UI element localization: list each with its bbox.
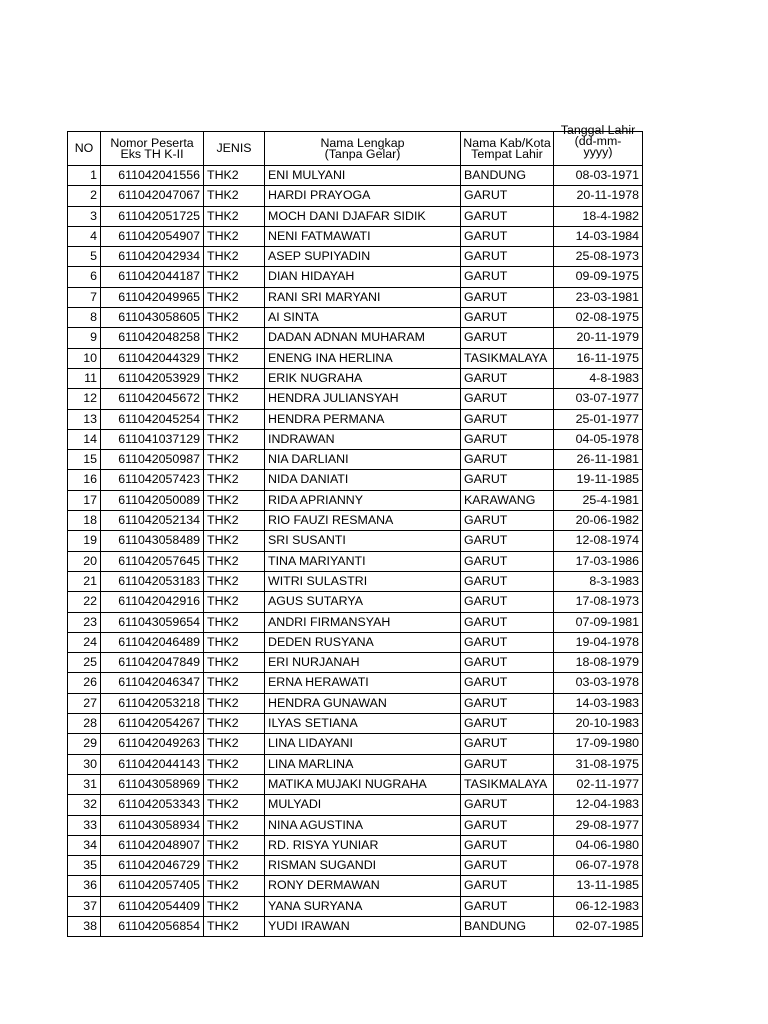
cell-nomor-peserta: 611041037129 [101,429,204,449]
table-row [68,815,643,835]
cell-kab-kota: GARUT [461,835,554,855]
cell-no: 4 [68,226,101,246]
cell-jenis: THK2 [204,348,265,368]
cell-no: 1 [68,166,101,186]
cell-nomor-peserta: 611042050987 [101,450,204,470]
cell-no: 10 [68,348,101,368]
cell-tanggal-lahir: 02-11-1977 [554,774,643,794]
cell-nama-lengkap: YANA SURYANA [265,896,461,916]
table-row [68,470,643,490]
header-no: NO [68,132,101,166]
cell-jenis: THK2 [204,450,265,470]
cell-tanggal-lahir: 13-11-1985 [554,876,643,896]
table-row [68,774,643,794]
cell-tanggal-lahir: 25-08-1973 [554,247,643,267]
cell-nomor-peserta: 611043058605 [101,308,204,328]
cell-kab-kota: GARUT [461,673,554,693]
cell-jenis: THK2 [204,551,265,571]
cell-no: 25 [68,653,101,673]
cell-kab-kota: GARUT [461,592,554,612]
cell-no: 13 [68,409,101,429]
cell-jenis: THK2 [204,612,265,632]
cell-tanggal-lahir: 12-04-1983 [554,795,643,815]
cell-tanggal-lahir: 20-11-1978 [554,186,643,206]
cell-tanggal-lahir: 25-01-1977 [554,409,643,429]
cell-nama-lengkap: RD. RISYA YUNIAR [265,835,461,855]
cell-no: 19 [68,531,101,551]
cell-no: 22 [68,592,101,612]
cell-nomor-peserta: 611043058489 [101,531,204,551]
cell-no: 31 [68,774,101,794]
header-jenis: JENIS [204,132,265,166]
cell-nomor-peserta: 611042044143 [101,754,204,774]
cell-tanggal-lahir: 20-10-1983 [554,714,643,734]
table-row [68,714,643,734]
cell-kab-kota: TASIKMALAYA [461,774,554,794]
header-kab-kota [461,132,554,166]
cell-no: 14 [68,429,101,449]
table-row [68,226,643,246]
table-row [68,389,643,409]
cell-nomor-peserta: 611042045672 [101,389,204,409]
cell-nama-lengkap: DEDEN RUSYANA [265,632,461,652]
cell-jenis: THK2 [204,470,265,490]
cell-jenis: THK2 [204,247,265,267]
cell-kab-kota: GARUT [461,612,554,632]
cell-nomor-peserta: 611042042934 [101,247,204,267]
cell-nama-lengkap: NIA DARLIANI [265,450,461,470]
cell-nama-lengkap: RANI SRI MARYANI [265,287,461,307]
cell-nomor-peserta: 611042045254 [101,409,204,429]
cell-no: 8 [68,308,101,328]
cell-nama-lengkap: DIAN HIDAYAH [265,267,461,287]
header-tanggal-line2: (dd-mm- [574,134,622,148]
cell-kab-kota: BANDUNG [461,916,554,936]
cell-tanggal-lahir: 17-03-1986 [554,551,643,571]
cell-nama-lengkap: ILYAS SETIANA [265,714,461,734]
cell-jenis: THK2 [204,409,265,429]
cell-tanggal-lahir: 18-4-1982 [554,206,643,226]
cell-tanggal-lahir: 06-07-1978 [554,856,643,876]
header-nomor-peserta [101,132,204,166]
cell-no: 6 [68,267,101,287]
cell-tanggal-lahir: 25-4-1981 [554,490,643,510]
cell-no: 26 [68,673,101,693]
cell-no: 7 [68,287,101,307]
table-row [68,429,643,449]
cell-kab-kota: GARUT [461,653,554,673]
cell-tanggal-lahir: 06-12-1983 [554,896,643,916]
cell-tanggal-lahir: 4-8-1983 [554,368,643,388]
header-row [68,132,643,166]
table-row [68,348,643,368]
cell-no: 18 [68,511,101,531]
cell-nomor-peserta: 611042046489 [101,632,204,652]
table-row [68,247,643,267]
cell-no: 15 [68,450,101,470]
cell-kab-kota: GARUT [461,876,554,896]
cell-tanggal-lahir: 08-03-1971 [554,166,643,186]
table-row [68,409,643,429]
cell-kab-kota: GARUT [461,470,554,490]
cell-jenis: THK2 [204,490,265,510]
cell-kab-kota: KARAWANG [461,490,554,510]
cell-nama-lengkap: YUDI IRAWAN [265,916,461,936]
table-row [68,653,643,673]
cell-jenis: THK2 [204,673,265,693]
cell-kab-kota: TASIKMALAYA [461,348,554,368]
table-row [68,450,643,470]
cell-nomor-peserta: 611042044187 [101,267,204,287]
cell-kab-kota: GARUT [461,632,554,652]
cell-tanggal-lahir: 18-08-1979 [554,653,643,673]
cell-kab-kota: GARUT [461,389,554,409]
cell-nama-lengkap: INDRAWAN [265,429,461,449]
cell-no: 27 [68,693,101,713]
cell-tanggal-lahir: 16-11-1975 [554,348,643,368]
cell-nama-lengkap: TINA MARIYANTI [265,551,461,571]
cell-kab-kota: GARUT [461,571,554,591]
table-row [68,267,643,287]
cell-no: 24 [68,632,101,652]
cell-nama-lengkap: WITRI SULASTRI [265,571,461,591]
cell-no: 20 [68,551,101,571]
cell-jenis: THK2 [204,916,265,936]
cell-nomor-peserta: 611042044329 [101,348,204,368]
header-nomor-line2: Eks TH K-II [120,146,184,161]
cell-no: 35 [68,856,101,876]
cell-kab-kota: GARUT [461,226,554,246]
cell-kab-kota: GARUT [461,308,554,328]
cell-no: 9 [68,328,101,348]
cell-tanggal-lahir: 14-03-1983 [554,693,643,713]
cell-kab-kota: GARUT [461,429,554,449]
cell-jenis: THK2 [204,693,265,713]
table-row [68,856,643,876]
cell-kab-kota: GARUT [461,551,554,571]
cell-nomor-peserta: 611042053183 [101,571,204,591]
cell-nomor-peserta: 611042050089 [101,490,204,510]
cell-tanggal-lahir: 8-3-1983 [554,571,643,591]
cell-jenis: THK2 [204,815,265,835]
cell-kab-kota: GARUT [461,368,554,388]
cell-tanggal-lahir: 04-06-1980 [554,835,643,855]
cell-jenis: THK2 [204,287,265,307]
cell-nomor-peserta: 611043058934 [101,815,204,835]
cell-kab-kota: GARUT [461,450,554,470]
cell-kab-kota: BANDUNG [461,166,554,186]
cell-no: 34 [68,835,101,855]
table-row [68,754,643,774]
cell-jenis: THK2 [204,531,265,551]
cell-jenis: THK2 [204,511,265,531]
cell-kab-kota: GARUT [461,409,554,429]
cell-nomor-peserta: 611042041556 [101,166,204,186]
cell-nomor-peserta: 611042054907 [101,226,204,246]
cell-nama-lengkap: RONY DERMAWAN [265,876,461,896]
cell-nomor-peserta: 611042057645 [101,551,204,571]
cell-nama-lengkap: NIDA DANIATI [265,470,461,490]
cell-jenis: THK2 [204,714,265,734]
table-row [68,835,643,855]
table-row [68,328,643,348]
cell-nama-lengkap: ERIK NUGRAHA [265,368,461,388]
cell-no: 21 [68,571,101,591]
cell-jenis: THK2 [204,328,265,348]
cell-tanggal-lahir: 20-06-1982 [554,511,643,531]
cell-nama-lengkap: MATIKA MUJAKI NUGRAHA [265,774,461,794]
cell-nomor-peserta: 611042056854 [101,916,204,936]
cell-nama-lengkap: ERNA HERAWATI [265,673,461,693]
cell-nomor-peserta: 611042049263 [101,734,204,754]
cell-nama-lengkap: HENDRA JULIANSYAH [265,389,461,409]
cell-tanggal-lahir: 31-08-1975 [554,754,643,774]
cell-jenis: THK2 [204,795,265,815]
cell-kab-kota: GARUT [461,815,554,835]
cell-nama-lengkap: MOCH DANI DJAFAR SIDIK [265,206,461,226]
cell-tanggal-lahir: 14-03-1984 [554,226,643,246]
cell-nama-lengkap: AI SINTA [265,308,461,328]
cell-no: 28 [68,714,101,734]
cell-kab-kota: GARUT [461,186,554,206]
cell-jenis: THK2 [204,754,265,774]
cell-no: 38 [68,916,101,936]
table-row [68,734,643,754]
cell-tanggal-lahir: 02-07-1985 [554,916,643,936]
cell-nomor-peserta: 611042052134 [101,511,204,531]
table-row [68,795,643,815]
table-row [68,876,643,896]
cell-jenis: THK2 [204,856,265,876]
cell-tanggal-lahir: 03-07-1977 [554,389,643,409]
cell-nama-lengkap: MULYADI [265,795,461,815]
header-tanggal-lahir [554,123,643,166]
cell-nomor-peserta: 611042057423 [101,470,204,490]
cell-jenis: THK2 [204,368,265,388]
cell-tanggal-lahir: 26-11-1981 [554,450,643,470]
cell-jenis: THK2 [204,896,265,916]
cell-nomor-peserta: 611042047849 [101,653,204,673]
cell-jenis: THK2 [204,653,265,673]
header-kab-line2: Tempat Lahir [471,146,543,161]
cell-nama-lengkap: DADAN ADNAN MUHARAM [265,328,461,348]
cell-nomor-peserta: 611043059654 [101,612,204,632]
cell-tanggal-lahir: 09-09-1975 [554,267,643,287]
cell-jenis: THK2 [204,206,265,226]
cell-kab-kota: GARUT [461,734,554,754]
cell-tanggal-lahir: 29-08-1977 [554,815,643,835]
cell-nomor-peserta: 611043058969 [101,774,204,794]
cell-nama-lengkap: NENI FATMAWATI [265,226,461,246]
cell-tanggal-lahir: 07-09-1981 [554,612,643,632]
table-row [68,287,643,307]
cell-nomor-peserta: 611042047067 [101,186,204,206]
table-row [68,308,643,328]
table-row [68,511,643,531]
table-row [68,531,643,551]
cell-jenis: THK2 [204,876,265,896]
cell-no: 33 [68,815,101,835]
cell-nama-lengkap: AGUS SUTARYA [265,592,461,612]
cell-tanggal-lahir: 17-08-1973 [554,592,643,612]
cell-nomor-peserta: 611042048907 [101,835,204,855]
cell-nama-lengkap: HENDRA PERMANA [265,409,461,429]
table-row [68,571,643,591]
cell-kab-kota: GARUT [461,247,554,267]
cell-kab-kota: GARUT [461,531,554,551]
cell-tanggal-lahir: 04-05-1978 [554,429,643,449]
table-row [68,166,643,186]
cell-tanggal-lahir: 03-03-1978 [554,673,643,693]
cell-no: 17 [68,490,101,510]
cell-nomor-peserta: 611042053929 [101,368,204,388]
cell-nama-lengkap: RISMAN SUGANDI [265,856,461,876]
cell-nama-lengkap: NINA AGUSTINA [265,815,461,835]
cell-nama-lengkap: ANDRI FIRMANSYAH [265,612,461,632]
table-row [68,186,643,206]
cell-nama-lengkap: ENENG INA HERLINA [265,348,461,368]
header-kab-line1: Nama Kab/Kota [463,135,551,150]
cell-no: 11 [68,368,101,388]
cell-tanggal-lahir: 17-09-1980 [554,734,643,754]
cell-kab-kota: GARUT [461,896,554,916]
cell-nama-lengkap: SRI SUSANTI [265,531,461,551]
cell-jenis: THK2 [204,267,265,287]
cell-nomor-peserta: 611042048258 [101,328,204,348]
table-row [68,896,643,916]
cell-jenis: THK2 [204,592,265,612]
table-row [68,632,643,652]
cell-tanggal-lahir: 19-04-1978 [554,632,643,652]
table-row [68,490,643,510]
cell-no: 37 [68,896,101,916]
cell-nomor-peserta: 611042057405 [101,876,204,896]
table-row [68,551,643,571]
cell-kab-kota: GARUT [461,511,554,531]
cell-jenis: THK2 [204,835,265,855]
header-nama-line2: (Tanpa Gelar) [324,146,401,161]
table-row [68,592,643,612]
cell-jenis: THK2 [204,308,265,328]
cell-nomor-peserta: 611042042916 [101,592,204,612]
cell-nomor-peserta: 611042053218 [101,693,204,713]
header-nomor-line1: Nomor Peserta [110,135,194,150]
cell-nomor-peserta: 611042053343 [101,795,204,815]
cell-kab-kota: GARUT [461,754,554,774]
cell-nomor-peserta: 611042046729 [101,856,204,876]
cell-kab-kota: GARUT [461,328,554,348]
cell-jenis: THK2 [204,774,265,794]
cell-kab-kota: GARUT [461,287,554,307]
cell-nama-lengkap: LINA MARLINA [265,754,461,774]
header-tanggal-line1: Tanggal Lahir [560,123,636,137]
cell-no: 2 [68,186,101,206]
cell-jenis: THK2 [204,429,265,449]
cell-nomor-peserta: 611042046347 [101,673,204,693]
cell-nama-lengkap: ERI NURJANAH [265,653,461,673]
cell-no: 3 [68,206,101,226]
cell-no: 32 [68,795,101,815]
cell-kab-kota: GARUT [461,714,554,734]
cell-jenis: THK2 [204,571,265,591]
table-row [68,612,643,632]
cell-no: 23 [68,612,101,632]
table-row [68,673,643,693]
cell-kab-kota: GARUT [461,206,554,226]
cell-no: 5 [68,247,101,267]
cell-no: 29 [68,734,101,754]
cell-tanggal-lahir: 20-11-1979 [554,328,643,348]
header-nama-line1: Nama Lengkap [320,135,405,150]
cell-nama-lengkap: HENDRA GUNAWAN [265,693,461,713]
cell-nomor-peserta: 611042049965 [101,287,204,307]
cell-nama-lengkap: ENI MULYANI [265,166,461,186]
cell-tanggal-lahir: 02-08-1975 [554,308,643,328]
participant-table [67,123,643,937]
cell-nama-lengkap: RIO FAUZI RESMANA [265,511,461,531]
table-row [68,206,643,226]
cell-nomor-peserta: 611042051725 [101,206,204,226]
cell-kab-kota: GARUT [461,267,554,287]
table-row [68,368,643,388]
cell-jenis: THK2 [204,632,265,652]
header-tanggal-line3: yyyy) [583,145,613,159]
table-row [68,916,643,936]
table-row [68,693,643,713]
cell-kab-kota: GARUT [461,795,554,815]
cell-nama-lengkap: RIDA APRIANNY [265,490,461,510]
header-nama-lengkap [265,132,461,166]
cell-tanggal-lahir: 23-03-1981 [554,287,643,307]
cell-kab-kota: GARUT [461,856,554,876]
cell-no: 16 [68,470,101,490]
cell-jenis: THK2 [204,389,265,409]
cell-jenis: THK2 [204,166,265,186]
cell-kab-kota: GARUT [461,693,554,713]
cell-nomor-peserta: 611042054409 [101,896,204,916]
cell-no: 30 [68,754,101,774]
cell-nomor-peserta: 611042054267 [101,714,204,734]
cell-jenis: THK2 [204,734,265,754]
cell-no: 12 [68,389,101,409]
cell-nama-lengkap: HARDI PRAYOGA [265,186,461,206]
cell-tanggal-lahir: 12-08-1974 [554,531,643,551]
cell-tanggal-lahir: 19-11-1985 [554,470,643,490]
cell-nama-lengkap: LINA LIDAYANI [265,734,461,754]
cell-jenis: THK2 [204,186,265,206]
cell-nama-lengkap: ASEP SUPIYADIN [265,247,461,267]
cell-jenis: THK2 [204,226,265,246]
cell-no: 36 [68,876,101,896]
